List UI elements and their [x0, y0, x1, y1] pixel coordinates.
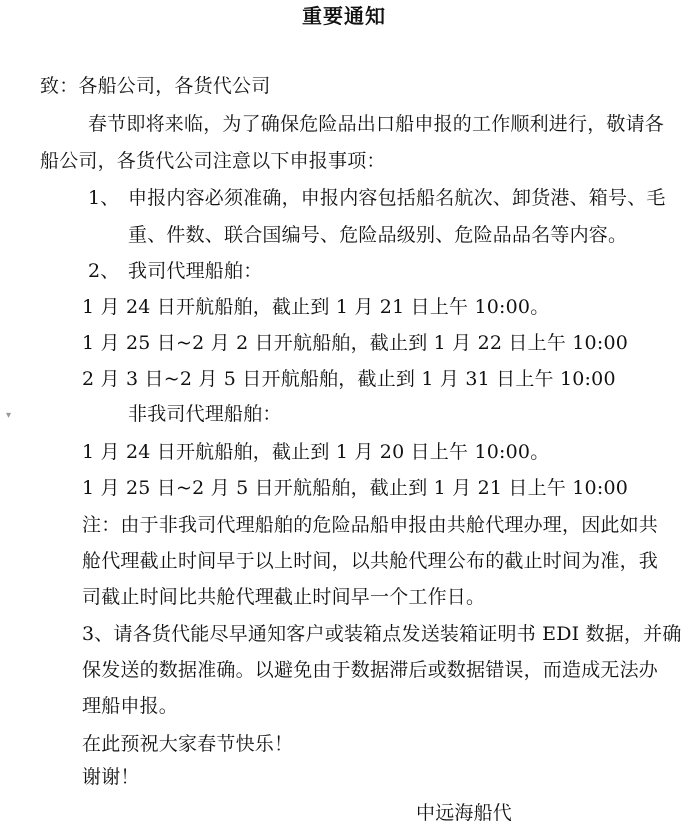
item2-label: 我司代理船舶： [128, 260, 263, 282]
intro-line-2: 船公司，各货代公司注意以下申报事项： [40, 150, 386, 172]
schedule-own-1: 1 月 24 日开航船舶，截止到 1 月 21 日上午 10:00。 [82, 296, 550, 318]
item1-line-2: 重、件数、联合国编号、危险品级别、危险品品名等内容。 [128, 224, 628, 246]
edge-mark: ▾ [6, 410, 12, 421]
item3-line-1: 3、请各货代能尽早通知客户或装箱点发送装箱证明书 EDI 数据，并确 [82, 623, 682, 645]
item2-number: 2、 [88, 260, 120, 282]
label-other: 非我司代理船舶： [128, 403, 282, 425]
item1-line-1: 申报内容必须准确，申报内容包括船名航次、卸货港、箱号、毛 [128, 187, 666, 209]
item3-line-3: 理船申报。 [82, 695, 179, 717]
schedule-other-1: 1 月 24 日开航船舶，截止到 1 月 20 日上午 10:00。 [82, 441, 550, 463]
item3-line-2: 保发送的数据准确。以避免由于数据滞后或数据错误，而造成无法办 [82, 659, 659, 681]
note-line-3: 司截止时间比共舱代理截止时间早一个工作日。 [82, 586, 486, 608]
wish-line: 在此预祝大家春节快乐！ [82, 733, 294, 755]
note-line-1: 注：由于非我司代理船舶的危险品船申报由共舱代理办理，因此如共 [82, 514, 659, 536]
item1-number: 1、 [88, 187, 120, 209]
signature: 中远海船代 [416, 802, 513, 824]
intro-line-1: 春节即将来临，为了确保危险品出口船申报的工作顺利进行，敬请各 [88, 113, 665, 135]
note-line-2: 舱代理截止时间早于以上时间，以共舱代理公布的截止时间为准，我 [82, 550, 659, 572]
thanks-line: 谢谢！ [82, 766, 140, 788]
schedule-own-2: 1 月 25 日~2 月 2 日开航船舶，截止到 1 月 22 日上午 10:00 [82, 332, 629, 354]
greeting: 致：各船公司，各货代公司 [40, 75, 271, 97]
schedule-other-2: 1 月 25 日~2 月 5 日开航船舶，截止到 1 月 21 日上午 10:00 [82, 477, 629, 499]
notice-title: 重要通知 [302, 4, 386, 28]
schedule-own-3: 2 月 3 日~2 月 5 日开航船舶，截止到 1 月 31 日上午 10:00 [82, 368, 616, 390]
